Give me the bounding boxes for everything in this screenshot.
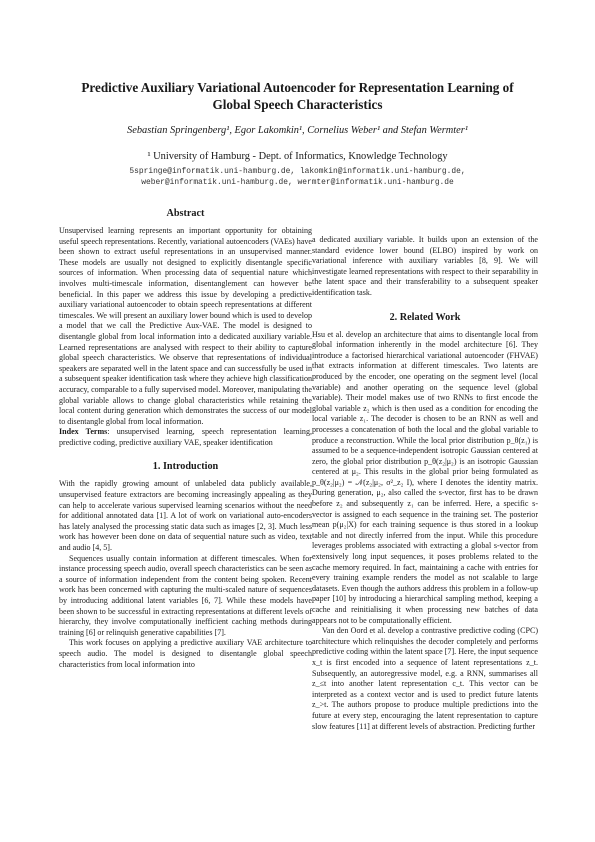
right-column bbox=[312, 235, 538, 732]
index-terms-label: Index Terms bbox=[59, 427, 108, 437]
intro-paragraph-1: With the rapidly growing amount of unlabeled data publicly available, unsupervised feature extractors are becoming increasingly appealing as they can help to accelerate various supervised learning scenarios without the need for additional annotated data [1]. A lot of work on variational auto-encoders has lately analysed the processing static data such as images [2, 3]. Much less work has however been done on data of sequential nature such as video, text and audio [4, 5]. bbox=[59, 479, 312, 553]
intro-paragraph-2: Sequences usually contain information at different timescales. When for instance processing speech audio, overall speech characteristics can be seen as a source of information independent from the content being spoken. Recent work has been concerned with capturing the multi-scaled nature of sequences by introducing additional latent variables [6, 7]. While these models have been shown to be successful in extracting representations at different levels of hierarchy, they involve computationally inefficient caching methods during training [6] or relinquish generative capabilities [7]. bbox=[59, 553, 312, 637]
abstract-heading: Abstract bbox=[166, 208, 205, 219]
paper-title bbox=[40, 79, 555, 113]
title-line-2: Global Speech Characteristics bbox=[212, 97, 383, 112]
title-line-1: Predictive Auxiliary Variational Autoencoder for Representation Learning of bbox=[81, 80, 514, 95]
affiliation: ¹ University of Hamburg - Dept. of Informatics, Knowledge Technology bbox=[147, 151, 448, 162]
intro-paragraph-3: This work focuses on applying a predictive auxiliary VAE architecture to speech audio. The model is designed to disentangle global speech characteristics from local information into bbox=[59, 638, 312, 669]
left-column bbox=[59, 207, 312, 670]
intro-heading: 1. Introduction bbox=[152, 461, 219, 473]
abstract-text: Unsupervised learning represents an important opportunity for obtaining useful speech representations. Recently, variational autoencoders (VAEs) have been shown to extract useful representations in an unsupervised manner. These models are usually not designed to explicitly disentangle specific sources of information. When processing data of sequential nature which involves multi-timescale information, disentanglement can however be beneficial. In this paper we address this issue by developing a predictive auxiliary variational autoencoder to obtain speech representations at different timescales. We will present an auxiliary lower bound which is used to develop a model that we call the Predictive Aux-VAE. The model is designed to disentangle global from local information into a dedicated auxiliary variable. Learned representations are analysed with respect to their ability to capture global speech characteristics. We observe that representations of individual speakers are separated well in the latent space and can successfully be used in a subsequent speaker identification task where they achieve high classification accuracy, comparable to a fully supervised model. Moreover, manipulating the global variable allows to change global characteristics while retaining the local content during generation which demonstrates the success of our model to disentangle global from local information. bbox=[59, 226, 312, 426]
related-work-hsu: Hsu et al. develop an architecture that aims to disentangle local from global information inherently in the model architecture [6]. They introduce a factorised hierarchical variational autoencoder (FHVAE) that extracts information at different timescales. Two latents are produced by the encoder, one operating on the segment level (local variable) and another operating on the sequence level (global variable). Their model makes use of two RNNs to first encode the global variable z₂ which is then used as a condition for encoding the local variable z₁. The decoder is chosen to be an RNN as well and processes a concatenation of both the local and the global variable to produce a reconstruction. While the local prior distribution p_θ(z₁) is assumed to be a sequence-independent isotropic Gaussian centered at zero, the global prior distribution p_θ(z₂|μ₂) is an isotropic Gaussian centered at μ₂. This results in the global prior being formulated as p_θ(z₂|μ₂) = 𝒩(z₂|μ₂, σ²_z₂ I), where I denotes the identity matrix. During generation, μ₂, also called the s-vector, first has to be drawn before z₂ and subsequently z₁ can be inferred. Here, a specific s-vector is assigned to each sequence in the training set. The posterior mean p(μ₂|X) for each training sequence is thus stored in a lookup table and not directly inferred from the input. While this procedure leverages problems associated with extracting a global s-vector from extensively long input sequences, it poses problems related to the cache memory required. In fact, maintaining a cache with entries for every training example renders the model as not scalable to large datasets. Even though the authors address this problem in a follow-up paper [10] by introducing a hierarchical sampling method, keeping a cache and reinitialising it when processing new batches of data appears not to be computationally efficient. bbox=[312, 329, 538, 625]
intro-continuation: a dedicated auxiliary variable. It builds upon an extension of the standard evidence lower bound (ELBO) inspired by work on variational inference with auxiliary variables [8, 9]. We will investigate learned representations with respect to their separability in the latent space and their transferability to a subsequent speaker identification task. bbox=[312, 235, 538, 297]
index-terms bbox=[59, 427, 312, 448]
related-work-vandenoord: Van den Oord et al. develop a contrastive predictive coding (CPC) architecture which relinquishes the decoder completely and performs predictive coding within the latent space [7]. Here, the input sequence x_t is first encoded into a sequence of latent representations z_t. Subsequently, an autoregressive model, e.g. a RNN, summarises all z_≤t into another latent representation c_t. This vector can be interpreted as a context vector and is used to predict future latents z_>t. The authors propose to produce multiple predictions into the future at every step, encouraging the latent representation to capture slow features [11] at different levels of abstraction. Predicting further bbox=[312, 626, 538, 731]
authors: Sebastian Springenberg¹, Egor Lakomkin¹, Cornelius Weber¹ and Stefan Wermter¹ bbox=[127, 125, 468, 136]
index-terms-text: : unsupervised learning, speech representation learning, predictive coding, predictive auxiliary VAE, speaker identification bbox=[59, 427, 312, 447]
related-work-heading: 2. Related Work bbox=[389, 311, 461, 323]
email-line-2: weber@informatik.uni-hamburg.de, wermter@informatik.uni-hamburg.de bbox=[141, 177, 454, 187]
email-line-1: 5springe@informatik.uni-hamburg.de, lakomkin@informatik.uni-hamburg.de, bbox=[129, 167, 466, 176]
email-addresses bbox=[40, 167, 555, 189]
